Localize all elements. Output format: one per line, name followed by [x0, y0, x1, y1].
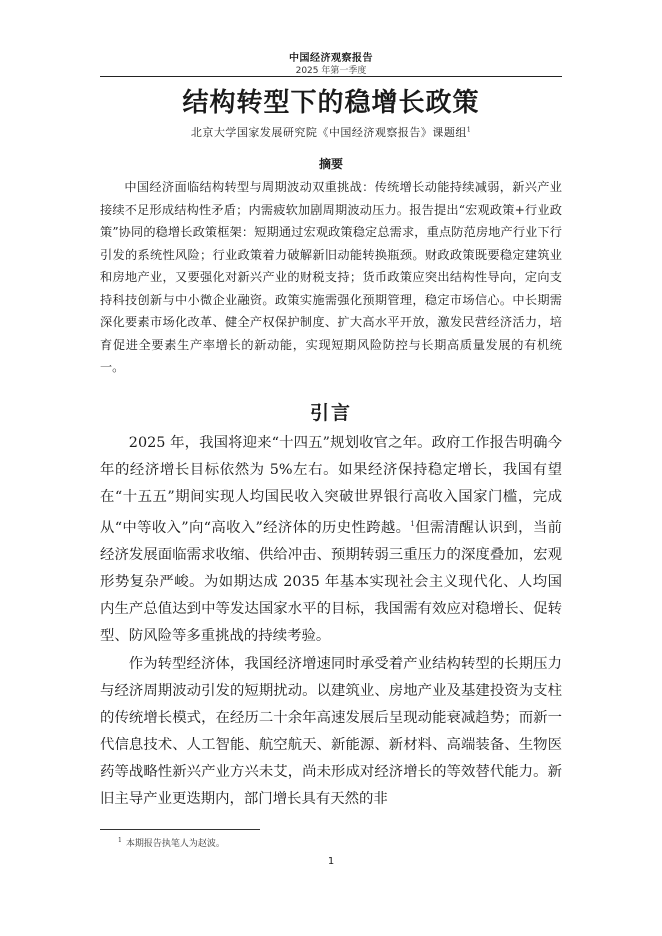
- footnote-reference-mark: 1: [410, 520, 415, 528]
- running-header-title: 中国经济观察报告: [289, 53, 373, 64]
- running-header-issue: 2025 年第一季度: [295, 66, 367, 76]
- intro-paragraph-2: 作为转型经济体，我国经济增速同时承受着产业结构转型的长期压力与经济周期波动引发的短期扰动。以建筑业、房地产业及基建投资为支柱的传统增长模式，在经历二十余年高速发展后呈现动能衰减趋势；而新一代信息技术、人工智能、航空航天、新能源、新材料、高端装备、生物医药等战略性新兴产业方兴未艾，尚未形成对经济增长的等效替代能力。新旧主导产业更迭期内，部门增长具有天然的非: [100, 656, 562, 807]
- footnote-divider: [100, 829, 260, 830]
- abstract-text: 中国经济面临结构转型与周期波动双重挑战：传统增长动能持续减弱，新兴产业接续不足形成结构性矛盾；内需疲软加剧周期波动压力。报告提出“宏观政策+行业政策”协同的稳增长政策框架：短期通过宏观政策稳定总需求，重点防范房地产行业下行引发的系统性风险；行业政策着力破解新旧动能转换瓶颈。财政政策既要稳定建筑业和房地产业，又要强化对新兴产业的财税支持；货币政策应突出结构性导向，定向支持科技创新与中小微企业融资。政策实施需强化预期管理，稳定市场信心。中长期需深化要素市场化改革、健全产权保护制度、扩大高水平开放，激发民营经济活力，培育促进全要素生产率增长的新动能，实现短期风险防控与长期高质量发展的有机统一。: [100, 180, 562, 374]
- footnote-mark: 1: [118, 837, 122, 844]
- footnote-text: 本期报告执笔人为赵波。: [125, 839, 225, 849]
- paper-title: 结构转型下的稳增长政策: [182, 88, 480, 118]
- author-name: 北京大学国家发展研究院《中国经济观察报告》课题组: [190, 126, 467, 139]
- header-divider: [100, 76, 562, 77]
- introduction-heading: 引言: [309, 402, 352, 424]
- intro-paragraph-1: [100, 430, 562, 650]
- footnote: [118, 836, 225, 849]
- author-footnote-mark: 1: [466, 126, 472, 134]
- abstract-heading: 摘要: [318, 157, 343, 171]
- intro-paragraph-1-part-2: 但需清醒认识到，当前经济发展面临需求收缩、供给冲击、预期转弱三重压力的深度叠加，宏观形势复杂严峻。为如期达成 2035 年基本实现社会主义现代化、人均国内生产总值达到中等发达国家水平的目标，我国需有效应对稳增长、促转型、防风险等多重挑战的持续考验。: [100, 519, 562, 644]
- author-line: [0, 124, 662, 140]
- page-number: 1: [327, 856, 335, 867]
- intro-paragraph-1-part-1: 2025 年，我国将迎来“十四五”规划收官之年。政府工作报告明确今年的经济增长目标依然为 5%左右。如果经济保持稳定增长，我国有望在“十五五”期间实现人均国民收入突破世界银行高收入国家门槛，完成从“中等收入”向“高收入”经济体的历史性跨越。: [100, 435, 562, 536]
